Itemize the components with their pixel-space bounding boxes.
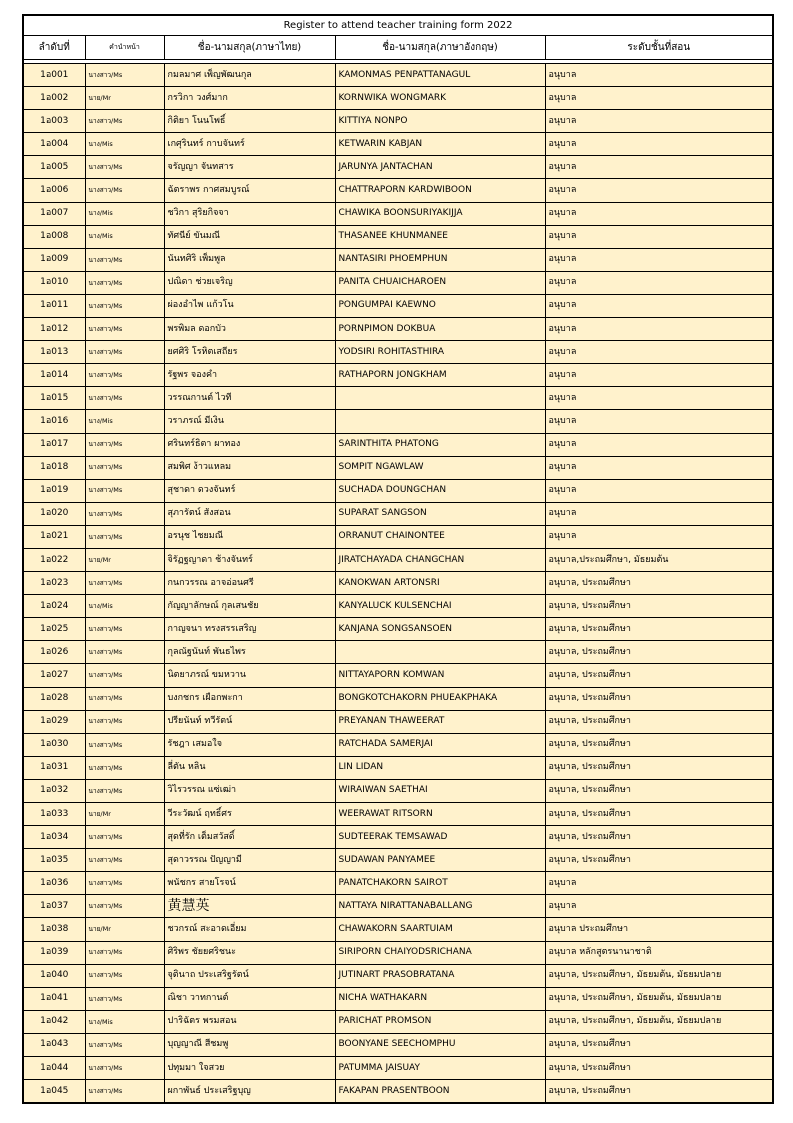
cell-no: 1อ034 bbox=[23, 826, 85, 849]
cell-name-thai: ทัศนีย์ ขันมณี bbox=[164, 225, 335, 248]
cell-name-english: THASANEE KHUNMANEE bbox=[335, 225, 545, 248]
cell-prefix: นาย/Mr bbox=[85, 803, 164, 826]
cell-name-thai: สุชาดา ดวงจันทร์ bbox=[164, 479, 335, 502]
cell-prefix: นางสาว/Ms bbox=[85, 756, 164, 779]
header-prefix: คำนำหน้า bbox=[85, 36, 164, 60]
cell-prefix: นางสาว/Ms bbox=[85, 502, 164, 525]
cell-teaching-level: อนุบาล bbox=[545, 387, 773, 410]
cell-name-english: KITTIYA NONPO bbox=[335, 110, 545, 133]
cell-name-thai: วิไรวรรณ แซ่เฒ่า bbox=[164, 779, 335, 802]
cell-name-english: RATCHADA SAMERJAI bbox=[335, 733, 545, 756]
cell-name-english: SUCHADA DOUNGCHAN bbox=[335, 479, 545, 502]
cell-prefix: นางสาว/Ms bbox=[85, 687, 164, 710]
cell-name-thai: ชวกรณ์ สะอาดเอี่ยม bbox=[164, 918, 335, 941]
cell-name-english: SOMPIT NGAWLAW bbox=[335, 456, 545, 479]
cell-name-thai: ฉัตราพร กาศสมบูรณ์ bbox=[164, 179, 335, 202]
cell-prefix: นางสาว/Ms bbox=[85, 341, 164, 364]
cell-no: 1อ022 bbox=[23, 548, 85, 571]
cell-teaching-level: อนุบาล bbox=[545, 133, 773, 156]
cell-prefix: นางสาว/Ms bbox=[85, 826, 164, 849]
cell-teaching-level: อนุบาล bbox=[545, 433, 773, 456]
cell-name-thai: บงกชกร เผือกพะกา bbox=[164, 687, 335, 710]
cell-name-english: PREYANAN THAWEERAT bbox=[335, 710, 545, 733]
cell-teaching-level: อนุบาล, ประถมศึกษา bbox=[545, 595, 773, 618]
cell-name-english: SUPARAT SANGSON bbox=[335, 502, 545, 525]
cell-name-english: PORNPIMON DOKBUA bbox=[335, 318, 545, 341]
cell-no: 1อ017 bbox=[23, 433, 85, 456]
cell-teaching-level: อนุบาล bbox=[545, 895, 773, 918]
cell-teaching-level: อนุบาล bbox=[545, 525, 773, 548]
table-row bbox=[23, 456, 773, 479]
header-name-english: ชื่อ-นามสกุล(ภาษาอังกฤษ) bbox=[335, 36, 545, 60]
cell-no: 1อ044 bbox=[23, 1057, 85, 1080]
cell-name-thai: พรพิมล ดอกบัว bbox=[164, 318, 335, 341]
cell-prefix: นาย/Mr bbox=[85, 87, 164, 110]
cell-teaching-level: อนุบาล, ประถมศึกษา bbox=[545, 641, 773, 664]
table-row bbox=[23, 133, 773, 156]
cell-prefix: นาย/Mr bbox=[85, 548, 164, 571]
cell-no: 1อ019 bbox=[23, 479, 85, 502]
header-row bbox=[23, 36, 773, 60]
cell-prefix: นางสาว/Ms bbox=[85, 849, 164, 872]
cell-teaching-level: อนุบาล bbox=[545, 64, 773, 87]
table-row bbox=[23, 525, 773, 548]
cell-no: 1อ020 bbox=[23, 502, 85, 525]
cell-teaching-level: อนุบาล bbox=[545, 156, 773, 179]
cell-name-english: KAMONMAS PENPATTANAGUL bbox=[335, 64, 545, 87]
cell-name-english: CHATTRAPORN KARDWIBOON bbox=[335, 179, 545, 202]
table-row bbox=[23, 110, 773, 133]
cell-no: 1อ028 bbox=[23, 687, 85, 710]
cell-name-english: PARICHAT PROMSON bbox=[335, 1010, 545, 1033]
cell-prefix: นางสาว/Ms bbox=[85, 456, 164, 479]
cell-teaching-level: อนุบาล, ประถมศึกษา bbox=[545, 826, 773, 849]
cell-prefix: นางสาว/Ms bbox=[85, 733, 164, 756]
table-row bbox=[23, 918, 773, 941]
cell-teaching-level: อนุบาล bbox=[545, 202, 773, 225]
cell-prefix: นางสาว/Ms bbox=[85, 941, 164, 964]
table-row bbox=[23, 964, 773, 987]
table-row bbox=[23, 849, 773, 872]
cell-name-english: KANOKWAN ARTONSRI bbox=[335, 572, 545, 595]
cell-teaching-level: อนุบาล bbox=[545, 364, 773, 387]
form-title: Register to attend teacher training form 2022 bbox=[23, 15, 773, 36]
cell-name-english: PANATCHAKORN SAIROT bbox=[335, 872, 545, 895]
cell-name-english: NICHA WATHAKARN bbox=[335, 987, 545, 1010]
cell-name-thai: วราภรณ์ มีเงิน bbox=[164, 410, 335, 433]
cell-name-thai: ศรินทร์ธิตา ผาทอง bbox=[164, 433, 335, 456]
cell-teaching-level: อนุบาล bbox=[545, 225, 773, 248]
cell-no: 1อ032 bbox=[23, 779, 85, 802]
table-row bbox=[23, 318, 773, 341]
cell-teaching-level: อนุบาล, ประถมศึกษา bbox=[545, 710, 773, 733]
cell-teaching-level: อนุบาล, ประถมศึกษา bbox=[545, 572, 773, 595]
cell-name-thai: กุลณัฐนันท์ พันธไพร bbox=[164, 641, 335, 664]
cell-no: 1อ014 bbox=[23, 364, 85, 387]
cell-no: 1อ027 bbox=[23, 664, 85, 687]
cell-no: 1อ008 bbox=[23, 225, 85, 248]
cell-name-thai: วีระวัฒน์ ฤทธิ์ศร bbox=[164, 803, 335, 826]
cell-prefix: นางสาว/Ms bbox=[85, 572, 164, 595]
cell-teaching-level: อนุบาล, ประถมศึกษา bbox=[545, 664, 773, 687]
cell-teaching-level: อนุบาล bbox=[545, 87, 773, 110]
cell-name-thai: รัฐพร จองคำ bbox=[164, 364, 335, 387]
cell-teaching-level: อนุบาล, ประถมศึกษา, มัธยมต้น, มัธยมปลาย bbox=[545, 964, 773, 987]
cell-no: 1อ024 bbox=[23, 595, 85, 618]
cell-prefix: นางสาว/Ms bbox=[85, 387, 164, 410]
cell-no: 1อ001 bbox=[23, 64, 85, 87]
cell-name-thai: ณิชา วาทกานต์ bbox=[164, 987, 335, 1010]
cell-name-thai: รัชฎา เสมอใจ bbox=[164, 733, 335, 756]
table-row bbox=[23, 364, 773, 387]
table-row bbox=[23, 156, 773, 179]
cell-teaching-level: อนุบาล bbox=[545, 110, 773, 133]
cell-name-thai: เกศุรินทร์ กาบจันทร์ bbox=[164, 133, 335, 156]
cell-prefix: นาง/Mis bbox=[85, 225, 164, 248]
cell-name-english: BONGKOTCHAKORN PHUEAKPHAKA bbox=[335, 687, 545, 710]
cell-name-english: NATTAYA NIRATTANABALLANG bbox=[335, 895, 545, 918]
cell-no: 1อ035 bbox=[23, 849, 85, 872]
cell-name-thai: กนกวรรณ อาจอ่อนศรี bbox=[164, 572, 335, 595]
cell-name-thai: จุตินาถ ประเสริฐรัตน์ bbox=[164, 964, 335, 987]
table-row bbox=[23, 294, 773, 317]
table-row bbox=[23, 479, 773, 502]
cell-no: 1อ007 bbox=[23, 202, 85, 225]
table-row bbox=[23, 1057, 773, 1080]
cell-name-thai: 黄慧英 bbox=[164, 895, 335, 918]
table-row bbox=[23, 595, 773, 618]
cell-name-english: WEERAWAT RITSORN bbox=[335, 803, 545, 826]
cell-prefix: นาง/Mis bbox=[85, 410, 164, 433]
table-row bbox=[23, 895, 773, 918]
cell-no: 1อ043 bbox=[23, 1033, 85, 1056]
cell-name-english: KANJANA SONGSANSOEN bbox=[335, 618, 545, 641]
header-name-thai: ชื่อ-นามสกุล(ภาษาไทย) bbox=[164, 36, 335, 60]
table-row bbox=[23, 502, 773, 525]
cell-name-thai: สมพิศ ง้าวแหลม bbox=[164, 456, 335, 479]
cell-teaching-level: อนุบาล, ประถมศึกษา bbox=[545, 1057, 773, 1080]
cell-prefix: นางสาว/Ms bbox=[85, 271, 164, 294]
cell-name-thai: ปาริฉัตร พรมสอน bbox=[164, 1010, 335, 1033]
cell-name-english: NITTAYAPORN KOMWAN bbox=[335, 664, 545, 687]
cell-name-thai: จรัญญา จันทสาร bbox=[164, 156, 335, 179]
table-row bbox=[23, 826, 773, 849]
cell-no: 1อ033 bbox=[23, 803, 85, 826]
cell-teaching-level: อนุบาล, ประถมศึกษา bbox=[545, 779, 773, 802]
cell-teaching-level: อนุบาล, ประถมศึกษา, มัธยมต้น, มัธยมปลาย bbox=[545, 1010, 773, 1033]
cell-prefix: นางสาว/Ms bbox=[85, 964, 164, 987]
cell-name-thai: วรรณกานต์ ไวที bbox=[164, 387, 335, 410]
cell-name-english: SUDTEERAK TEMSAWAD bbox=[335, 826, 545, 849]
cell-no: 1อ021 bbox=[23, 525, 85, 548]
cell-teaching-level: อนุบาล, ประถมศึกษา bbox=[545, 849, 773, 872]
cell-name-thai: กัญญาลักษณ์ กุลเสนชัย bbox=[164, 595, 335, 618]
cell-name-thai: ปรียนันท์ ทวีรัตน์ bbox=[164, 710, 335, 733]
table-row bbox=[23, 987, 773, 1010]
cell-name-thai: กรวิกา วงศ์มาก bbox=[164, 87, 335, 110]
cell-prefix: นางสาว/Ms bbox=[85, 779, 164, 802]
cell-prefix: นางสาว/Ms bbox=[85, 872, 164, 895]
cell-name-thai: กาญจนา ทรงสรรเสริญ bbox=[164, 618, 335, 641]
registration-table bbox=[22, 14, 774, 1104]
cell-no: 1อ009 bbox=[23, 248, 85, 271]
table-row bbox=[23, 87, 773, 110]
cell-name-thai: ชวิกา สุริยกิจจา bbox=[164, 202, 335, 225]
cell-prefix: นางสาว/Ms bbox=[85, 294, 164, 317]
cell-name-thai: จิรัฏฐญาดา ช้างจันทร์ bbox=[164, 548, 335, 571]
cell-name-english: SIRIPORN CHAIYODSRICHANA bbox=[335, 941, 545, 964]
table-row bbox=[23, 756, 773, 779]
cell-teaching-level: อนุบาล bbox=[545, 294, 773, 317]
cell-no: 1อ023 bbox=[23, 572, 85, 595]
cell-name-thai: พนัชกร สายโรจน์ bbox=[164, 872, 335, 895]
cell-prefix: นางสาว/Ms bbox=[85, 64, 164, 87]
header-no: ลำดับที่ bbox=[23, 36, 85, 60]
cell-name-thai: สุภารัตน์ สังสอน bbox=[164, 502, 335, 525]
cell-teaching-level: อนุบาล bbox=[545, 410, 773, 433]
cell-name-english: JUTINART PRASOBRATANA bbox=[335, 964, 545, 987]
cell-no: 1อ042 bbox=[23, 1010, 85, 1033]
cell-name-english: PATUMMA JAISUAY bbox=[335, 1057, 545, 1080]
cell-name-thai: ผกาพันธ์ ประเสริฐบุญ bbox=[164, 1080, 335, 1104]
table-row bbox=[23, 941, 773, 964]
cell-no: 1อ038 bbox=[23, 918, 85, 941]
cell-name-thai: สุดที่รัก เต็มสวัสดิ์ bbox=[164, 826, 335, 849]
cell-teaching-level: อนุบาล, ประถมศึกษา bbox=[545, 1080, 773, 1104]
cell-teaching-level: อนุบาล bbox=[545, 479, 773, 502]
cell-prefix: นางสาว/Ms bbox=[85, 1080, 164, 1104]
table-row bbox=[23, 687, 773, 710]
cell-teaching-level: อนุบาล bbox=[545, 456, 773, 479]
cell-name-english bbox=[335, 387, 545, 410]
cell-prefix: นางสาว/Ms bbox=[85, 433, 164, 456]
table-row bbox=[23, 1033, 773, 1056]
table-row bbox=[23, 433, 773, 456]
cell-prefix: นางสาว/Ms bbox=[85, 618, 164, 641]
cell-name-english: KANYALUCK KULSENCHAI bbox=[335, 595, 545, 618]
table-row bbox=[23, 225, 773, 248]
cell-teaching-level: อนุบาล, ประถมศึกษา bbox=[545, 618, 773, 641]
header-teaching-level: ระดับชั้นที่สอน bbox=[545, 36, 773, 60]
cell-name-english: PANITA CHUAICHAROEN bbox=[335, 271, 545, 294]
cell-name-english: SARINTHITA PHATONG bbox=[335, 433, 545, 456]
cell-no: 1อ002 bbox=[23, 87, 85, 110]
cell-name-thai: สุดาวรรณ ปัญญามี bbox=[164, 849, 335, 872]
cell-no: 1อ031 bbox=[23, 756, 85, 779]
cell-prefix: นางสาว/Ms bbox=[85, 1033, 164, 1056]
cell-prefix: นาง/Mis bbox=[85, 1010, 164, 1033]
cell-name-english: RATHAPORN JONGKHAM bbox=[335, 364, 545, 387]
cell-name-thai: ศิริพร ชัยยศริชนะ bbox=[164, 941, 335, 964]
table-row bbox=[23, 572, 773, 595]
cell-prefix: นางสาว/Ms bbox=[85, 156, 164, 179]
cell-name-thai: กมลมาศ เพ็ญพัฒนกุล bbox=[164, 64, 335, 87]
cell-name-english: WIRAIWAN SAETHAI bbox=[335, 779, 545, 802]
table-row bbox=[23, 1010, 773, 1033]
cell-name-thai: กิติยา โนนโพธิ์ bbox=[164, 110, 335, 133]
table-body bbox=[23, 64, 773, 1104]
cell-name-thai: อรนุช ไชยมณี bbox=[164, 525, 335, 548]
cell-teaching-level: อนุบาล bbox=[545, 271, 773, 294]
cell-name-english: CHAWIKA BOONSURIYAKIJJA bbox=[335, 202, 545, 225]
cell-name-thai: ปณิดา ช่วยเจริญ bbox=[164, 271, 335, 294]
cell-teaching-level: อนุบาล, ประถมศึกษา bbox=[545, 733, 773, 756]
cell-no: 1อ004 bbox=[23, 133, 85, 156]
cell-name-thai: ปทุมมา ใจสวย bbox=[164, 1057, 335, 1080]
cell-no: 1อ012 bbox=[23, 318, 85, 341]
cell-prefix: นาง/Mis bbox=[85, 202, 164, 225]
cell-teaching-level: อนุบาล bbox=[545, 341, 773, 364]
cell-teaching-level: อนุบาล bbox=[545, 318, 773, 341]
cell-no: 1อ015 bbox=[23, 387, 85, 410]
table-row bbox=[23, 64, 773, 87]
cell-prefix: นางสาว/Ms bbox=[85, 987, 164, 1010]
cell-prefix: นาง/Mis bbox=[85, 595, 164, 618]
cell-name-english: FAKAPAN PRASENTBOON bbox=[335, 1080, 545, 1104]
cell-prefix: นางสาว/Ms bbox=[85, 110, 164, 133]
cell-no: 1อ011 bbox=[23, 294, 85, 317]
cell-prefix: นางสาว/Ms bbox=[85, 525, 164, 548]
table-row bbox=[23, 664, 773, 687]
cell-no: 1อ030 bbox=[23, 733, 85, 756]
cell-name-english: BOONYANE SEECHOMPHU bbox=[335, 1033, 545, 1056]
table-row bbox=[23, 1080, 773, 1104]
cell-no: 1อ037 bbox=[23, 895, 85, 918]
cell-no: 1อ016 bbox=[23, 410, 85, 433]
cell-teaching-level: อนุบาล bbox=[545, 248, 773, 271]
cell-teaching-level: อนุบาล หลักสูตรนานาชาติ bbox=[545, 941, 773, 964]
table-row bbox=[23, 202, 773, 225]
table-row bbox=[23, 341, 773, 364]
table-row bbox=[23, 387, 773, 410]
cell-teaching-level: อนุบาล, ประถมศึกษา bbox=[545, 1033, 773, 1056]
cell-prefix: นางสาว/Ms bbox=[85, 479, 164, 502]
cell-prefix: นางสาว/Ms bbox=[85, 710, 164, 733]
cell-prefix: นาย/Mr bbox=[85, 918, 164, 941]
cell-teaching-level: อนุบาล, ประถมศึกษา, มัธยมต้น, มัธยมปลาย bbox=[545, 987, 773, 1010]
cell-no: 1อ018 bbox=[23, 456, 85, 479]
cell-name-english: ORRANUT CHAINONTEE bbox=[335, 525, 545, 548]
table-row bbox=[23, 710, 773, 733]
cell-name-thai: ยศศิริ โรหิตเสถียร bbox=[164, 341, 335, 364]
cell-name-english: KETWARIN KABJAN bbox=[335, 133, 545, 156]
table-row bbox=[23, 803, 773, 826]
registration-sheet bbox=[22, 14, 772, 1104]
cell-prefix: นางสาว/Ms bbox=[85, 664, 164, 687]
cell-no: 1อ025 bbox=[23, 618, 85, 641]
cell-prefix: นาง/Mis bbox=[85, 133, 164, 156]
cell-teaching-level: อนุบาล, ประถมศึกษา bbox=[545, 687, 773, 710]
cell-no: 1อ006 bbox=[23, 179, 85, 202]
cell-prefix: นางสาว/Ms bbox=[85, 248, 164, 271]
cell-name-english bbox=[335, 641, 545, 664]
table-row bbox=[23, 271, 773, 294]
cell-name-english: LIN LIDAN bbox=[335, 756, 545, 779]
cell-teaching-level: อนุบาล bbox=[545, 179, 773, 202]
table-row bbox=[23, 248, 773, 271]
cell-no: 1อ013 bbox=[23, 341, 85, 364]
cell-name-english bbox=[335, 410, 545, 433]
cell-teaching-level: อนุบาล bbox=[545, 872, 773, 895]
cell-prefix: นางสาว/Ms bbox=[85, 641, 164, 664]
cell-name-thai: บุญญาณี สีชมพู bbox=[164, 1033, 335, 1056]
cell-no: 1อ005 bbox=[23, 156, 85, 179]
cell-teaching-level: อนุบาล,ประถมศึกษา, มัธยมต้น bbox=[545, 548, 773, 571]
cell-no: 1อ029 bbox=[23, 710, 85, 733]
cell-no: 1อ045 bbox=[23, 1080, 85, 1104]
table-row bbox=[23, 641, 773, 664]
table-row bbox=[23, 179, 773, 202]
cell-prefix: นางสาว/Ms bbox=[85, 895, 164, 918]
cell-no: 1อ010 bbox=[23, 271, 85, 294]
cell-name-english: PONGUMPAI KAEWNO bbox=[335, 294, 545, 317]
cell-name-thai: นิตยาภรณ์ ขมหวาน bbox=[164, 664, 335, 687]
cell-name-english: CHAWAKORN SAARTUIAM bbox=[335, 918, 545, 941]
table-row bbox=[23, 733, 773, 756]
table-row bbox=[23, 548, 773, 571]
table-row bbox=[23, 618, 773, 641]
cell-prefix: นางสาว/Ms bbox=[85, 318, 164, 341]
cell-no: 1อ003 bbox=[23, 110, 85, 133]
cell-name-english: YODSIRI ROHITASTHIRA bbox=[335, 341, 545, 364]
cell-name-english: SUDAWAN PANYAMEE bbox=[335, 849, 545, 872]
cell-teaching-level: อนุบาล ประถมศึกษา bbox=[545, 918, 773, 941]
cell-teaching-level: อนุบาล, ประถมศึกษา bbox=[545, 756, 773, 779]
cell-name-thai: ผ่องอำไพ แก้วโน bbox=[164, 294, 335, 317]
cell-teaching-level: อนุบาล bbox=[545, 502, 773, 525]
cell-name-thai: ลี่ตัน หลิน bbox=[164, 756, 335, 779]
cell-prefix: นางสาว/Ms bbox=[85, 364, 164, 387]
table-row bbox=[23, 410, 773, 433]
cell-no: 1อ039 bbox=[23, 941, 85, 964]
cell-name-english: KORNWIKA WONGMARK bbox=[335, 87, 545, 110]
cell-name-thai: นันทศิริ เพ็มพูล bbox=[164, 248, 335, 271]
cell-teaching-level: อนุบาล, ประถมศึกษา bbox=[545, 803, 773, 826]
table-row bbox=[23, 872, 773, 895]
table-row bbox=[23, 779, 773, 802]
cell-prefix: นางสาว/Ms bbox=[85, 1057, 164, 1080]
cell-no: 1อ036 bbox=[23, 872, 85, 895]
cell-no: 1อ040 bbox=[23, 964, 85, 987]
cell-no: 1อ041 bbox=[23, 987, 85, 1010]
cell-name-english: JIRATCHAYADA CHANGCHAN bbox=[335, 548, 545, 571]
cell-name-english: NANTASIRI PHOEMPHUN bbox=[335, 248, 545, 271]
cell-no: 1อ026 bbox=[23, 641, 85, 664]
cell-name-english: JARUNYA JANTACHAN bbox=[335, 156, 545, 179]
title-row bbox=[23, 15, 773, 36]
cell-prefix: นางสาว/Ms bbox=[85, 179, 164, 202]
